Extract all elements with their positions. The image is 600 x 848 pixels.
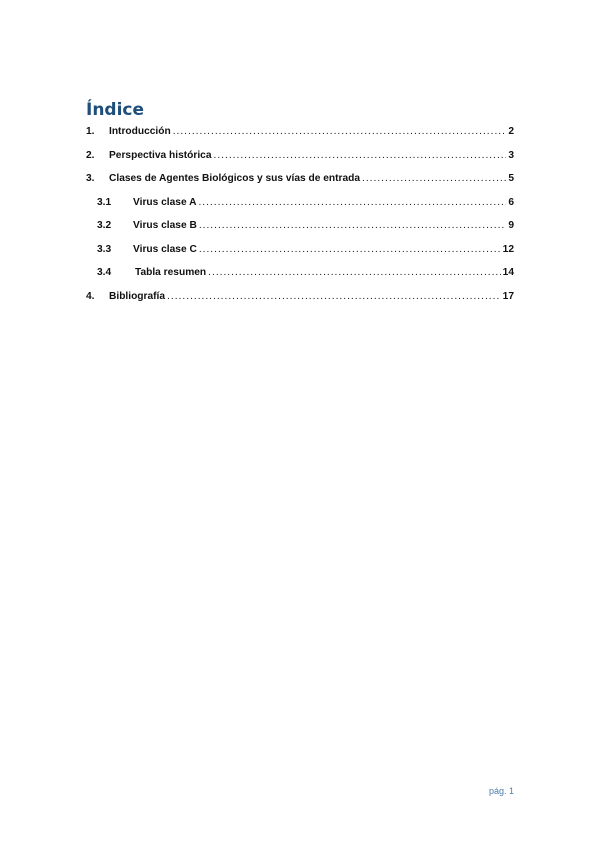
toc-entry-tabla-resumen[interactable]: [86, 264, 514, 288]
toc-title: Índice: [86, 100, 145, 120]
toc-dot-leader: [214, 147, 507, 165]
toc-entry-page: 5: [508, 173, 514, 184]
toc-entry-number: 1.: [86, 126, 95, 137]
toc-dot-leader: [167, 288, 501, 306]
toc-entry-virus-clase-a[interactable]: [86, 194, 514, 218]
toc-entry-page: 14: [502, 267, 514, 278]
toc-entry-page: 12: [502, 243, 514, 255]
toc-entry-introduccion[interactable]: [86, 123, 514, 147]
toc-entry-page: 3: [508, 149, 514, 161]
toc-entry-bibliografia[interactable]: [86, 288, 514, 312]
toc-entry-label: Perspectiva histórica: [109, 149, 212, 161]
toc-entry-clases-agentes[interactable]: [86, 170, 514, 194]
toc-entry-page: 2: [508, 126, 514, 137]
toc-entry-perspectiva-historica[interactable]: [86, 147, 514, 171]
toc-entry-number: 2.: [86, 149, 95, 161]
page-number-footer: pág. 1: [488, 786, 514, 796]
toc-entry-number: 3.4: [97, 267, 112, 278]
toc-entry-label: Bibliografía: [109, 290, 166, 302]
toc-entry-page: 9: [508, 220, 514, 231]
toc-entry-number: 3.1: [97, 196, 112, 208]
toc-entry-label: Tabla resumen: [135, 267, 207, 278]
toc-dot-leader: [198, 194, 506, 212]
toc-entry-label: Virus clase A: [133, 196, 197, 208]
toc-dot-leader: [208, 264, 501, 282]
table-of-contents: [86, 123, 514, 311]
toc-entry-page: 17: [502, 290, 514, 302]
toc-entry-page: 6: [508, 196, 514, 208]
toc-dot-leader: [362, 170, 506, 188]
toc-entry-virus-clase-b[interactable]: [86, 217, 514, 241]
toc-entry-number: 3.: [86, 173, 95, 184]
toc-entry-virus-clase-c[interactable]: [86, 241, 514, 265]
toc-dot-leader: [173, 123, 507, 141]
toc-entry-label: Virus clase C: [133, 243, 197, 255]
toc-entry-label: Virus clase B: [133, 220, 197, 231]
toc-entry-number: 3.2: [97, 220, 112, 231]
toc-dot-leader: [199, 217, 507, 235]
toc-entry-number: 3.3: [97, 243, 112, 255]
toc-entry-label: Introducción: [109, 126, 171, 137]
toc-entry-number: 4.: [86, 290, 95, 302]
toc-dot-leader: [199, 241, 501, 259]
toc-entry-label: Clases de Agentes Biológicos y sus vías de entrada: [109, 173, 361, 184]
